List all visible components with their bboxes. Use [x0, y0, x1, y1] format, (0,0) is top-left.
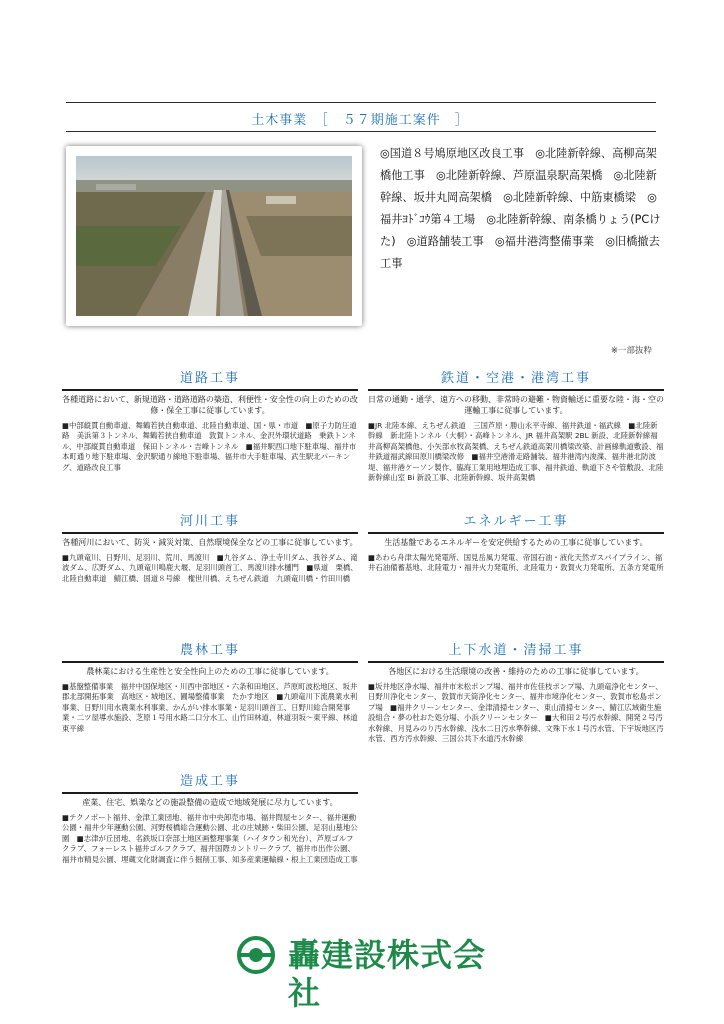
section-agri: [62, 643, 358, 734]
top-rule-lower: [66, 131, 656, 132]
section-rule: [62, 661, 358, 663]
section-rule: [368, 389, 664, 391]
aerial-photo-image: [76, 156, 352, 316]
company-logo: [222, 930, 504, 1012]
section-land: [62, 774, 358, 865]
section-description: 農林業における生産性と安全性向上のための工事に従事しています。: [86, 667, 334, 676]
section-description: 各種道路において、新規道路・道路道路の築造、利便性・安全性の向上のための改修・保全工事に従事しています。: [62, 395, 358, 415]
page-title: 土木事業 ［ ５７期施工案件 ］: [251, 113, 469, 128]
section-rule: [62, 532, 358, 534]
section-heading: 鉄道・空港・港湾工事: [440, 371, 591, 386]
construction-photo: [66, 146, 362, 326]
section-water: [368, 643, 664, 744]
section-body: ■あわら舟津太陽光発電所、国見岳風力発電、帝国石油・液化天然ガスパイプライン、福井石油備蓄基地、北陸電力・福井火力発電所、北陸電力・敦賀火力発電所、五条方発電所: [368, 553, 664, 573]
section-road: [62, 371, 358, 473]
section-heading: 河川工事: [179, 514, 240, 529]
section-rule: [368, 661, 664, 663]
section-body: ■中部縦貫自動車道、舞鶴若狭自動車道、北陸自動車道、国・県・市道 ■原子力防圧道路 美浜第３トンネル、舞鶴若狭自動車道 敦賀トンネル、金沢外環状道路 乗鉄トンネル、中部縦貫自動車道 保田トンネル・吉峰トンネル ■福井駅西口地下駐車場、福井市本町通り地下駐車場、金沢駅通り線地下駐車場、福井市大手駐車場、武生駅北パーキング、道路改良工事: [62, 421, 357, 472]
section-rail: [368, 371, 664, 483]
section-heading: 造成工事: [179, 774, 240, 789]
top-rule-upper: [66, 102, 656, 103]
section-heading: 道路工事: [179, 371, 240, 386]
section-rule: [368, 532, 664, 534]
section-description: 各地区における生活環境の改善・維持のための工事に従事しています。: [388, 667, 644, 676]
section-rule: [62, 389, 358, 391]
section-body: ■坂井地区浄水場、福井市末松ポンプ場、福井市佐佳枝ポンプ場、九頭竜浄化センター、日野川浄化センター、敦賀市天筒浄化センター、福井市境浄化センター、敦賀市松島ポンプ場 ■福井クリーンセンター、金津清掃センター、東山清掃センター、鯖江広域衛生施設組合・夢の杜おた処分場、小浜クリーンセンター ■大和田２号汚水幹線、開発２号汚水幹線、月見みのり汚水幹線、浅水二日汚水準幹線、文殊下水１号汚水管、下宇坂地区汚水管、西方汚水幹線、三国公共下水道汚水幹線: [368, 682, 664, 744]
section-description: 生活基盤であるエネルギーを安定供給するための工事に従事しています。: [384, 538, 648, 547]
section-description: 日常の通勤・通学、遠方への移動、非常時の避難・物資輸送に重要な陸・海・空の運輸工事に従事しています。: [368, 395, 664, 415]
section-body: ■テクノポート福井、金津工業団地、福井市中央卸売市場、福井問屋センター、福井運動公園・福井少年運動公園、河野桜橋総合運動公園、北の庄城跡・柴田公園、足羽山墓地公園 ■志津が丘団地、名鉄坂口奈部土地区画整理事業（ハイタウン和光台）、芦原ゴルフクラブ、フォーレスト福井ゴルフクラブ、福井国際カントリークラブ、福井市出作公園、福井市精見公園、埋蔵文化財調査に伴う掘削工事、知多産業運輸線・根上工業団造成工事: [62, 813, 358, 864]
section-body: ■JR 北陸本線、えちぜん鉄道 三国芦原・勝山永平寺線、福井鉄道・福武線 ■北陸新幹線 新北陸トンネル（大桐）・高峰トンネル、JR 福井高架駅 2BL 新設、北陸新幹線福井高柳高架橋他、小矢部水牧高架橋、えちぜん鉄道高架川橋梁改築、計画線軌道敷設、福井鉄道福武線田原川橋梁改修 ■福井空港滑走路舗装、福井港湾内浚渫、福井港北防波堤、福井港ケーソン製作、臨海工業用地埋造成工事、福井鉄道、軌道下さや管敷設、北陸新幹線山室 Bi 新設工事、北陸新幹線、坂井高架橋: [368, 421, 664, 483]
section-rule: [62, 792, 358, 794]
section-heading: 農林工事: [179, 643, 240, 658]
section-body: ■九頭竜川、日野川、足羽川、荒川、馬渡川 ■九谷ダム、浄土寺川ダム、我谷ダム、滝波ダム、広野ダム、九頭竜川鳴鹿大堰、足羽川頭首工、馬渡川排水樋門 ■県道 栗橋、北陸自動車道 鯖江橋、国道８号線 権世川橋、えちぜん鉄道 九頭竜川橋・竹田川橋: [62, 553, 358, 583]
excerpt-note: ※一部抜粋: [610, 346, 652, 356]
section-description: 各種河川において、防災・減災対策、自然環境保全などの工事に従事しています。: [62, 538, 358, 547]
intro-project-list: ◎国道８号鳩原地区改良工事 ◎北陸新幹線、高柳高架橋他工事 ◎北陸新幹線、芦原温泉駅高架橋 ◎北陸新幹線、坂井丸岡高架橋 ◎北陸新幹線、中筋東橋梁 ◎福井ﾖﾄﾞｺｳ第４工場 ◎北陸新幹線、南条橋りょう(PCけた) ◎道路舗装工事 ◎福井港湾整備事業 ◎旧橋撤去工事: [380, 147, 661, 270]
section-heading: 上下水道・清掃工事: [448, 643, 584, 658]
section-description: 産業、住宅、娯楽などの施設整備の造成で地域発展に尽力しています。: [82, 798, 338, 807]
company-mark-icon: [234, 936, 278, 974]
company-name: 轟建設株式会社: [288, 936, 487, 1012]
section-body: ■基盤整備事業 福井中国保地区・川西中部地区・六条和田地区、芦原町波松地区、坂井郡北部開拓事業 高地区・城地区、圃場整備事業 たかす地区 ■九頭竜川下流農業水利事業、日野川用水農業水利事業、かんがい排水事業・足羽川頭首工、日野川総合開発事業・二ツ屋導水施設、芝原１号用水路二口分水工、山竹田林道、林道羽坂～東平線、林道東平線: [62, 682, 358, 733]
section-heading: エネルギー工事: [463, 514, 569, 529]
section-river: [62, 514, 358, 584]
section-energy: [368, 514, 664, 574]
